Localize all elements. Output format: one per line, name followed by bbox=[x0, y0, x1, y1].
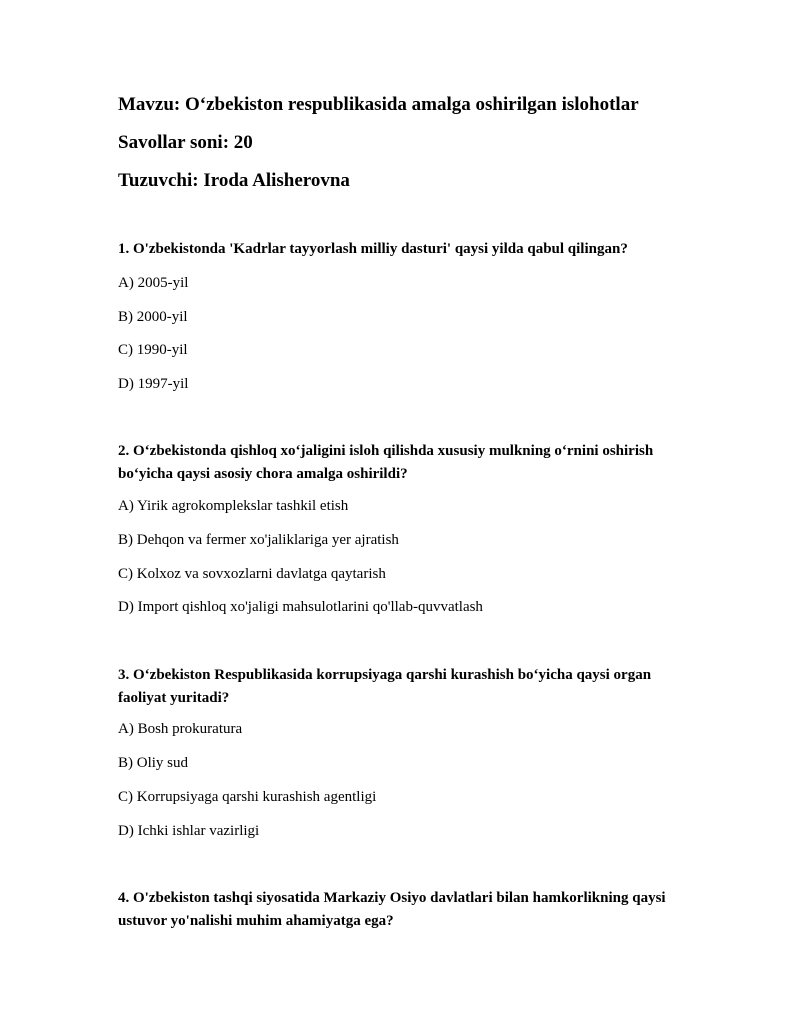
answer-option: B) 2000-yil bbox=[118, 309, 188, 325]
answer-option: B) Oliy sud bbox=[118, 755, 189, 771]
question-title: 2. O‘zbekistonda qishloq xo‘jaligini isloh qilishda xususiy mulkning o‘rnini oshirish bo‘yicha qaysi asosiy chora amalga oshirildi? bbox=[118, 443, 654, 482]
question-title: 1. O'zbekistonda 'Kadrlar tayyorlash milliy dasturi' qaysi yilda qabul qilingan? bbox=[118, 241, 628, 257]
answer-option: C) 1990-yil bbox=[118, 342, 188, 358]
question-title: 4. O'zbekiston tashqi siyosatida Markaziy Osiyo davlatlari bilan hamkorlikning qaysi ustuvor yo'nalishi muhim ahamiyatga ega? bbox=[118, 890, 666, 929]
answer-option: A) Yirik agrokomplekslar tashkil etish bbox=[118, 498, 349, 514]
question-count: Savollar soni: 20 bbox=[118, 132, 253, 153]
answer-option: D) 1997-yil bbox=[118, 376, 189, 392]
author-line: Tuzuvchi: Iroda Alisherovna bbox=[118, 170, 350, 191]
question-title: 3. O‘zbekiston Respublikasida korrupsiyaga qarshi kurashish bo‘yicha qaysi organ faoliyat yuritadi? bbox=[118, 667, 652, 706]
answer-option: A) 2005-yil bbox=[118, 275, 189, 291]
answer-option: A) Bosh prokuratura bbox=[118, 721, 243, 737]
answer-option: C) Kolxoz va sovxozlarni davlatga qaytarish bbox=[118, 566, 386, 582]
topic-heading: Mavzu: O‘zbekiston respublikasida amalga oshirilgan islohotlar bbox=[118, 94, 639, 115]
answer-option: D) Import qishloq xo'jaligi mahsulotlarini qo'llab-quvvatlash bbox=[118, 599, 483, 615]
answer-option: D) Ichki ishlar vazirligi bbox=[118, 823, 260, 839]
answer-option: C) Korrupsiyaga qarshi kurashish agentligi bbox=[118, 789, 377, 805]
answer-option: B) Dehqon va fermer xo'jaliklariga yer ajratish bbox=[118, 532, 399, 548]
